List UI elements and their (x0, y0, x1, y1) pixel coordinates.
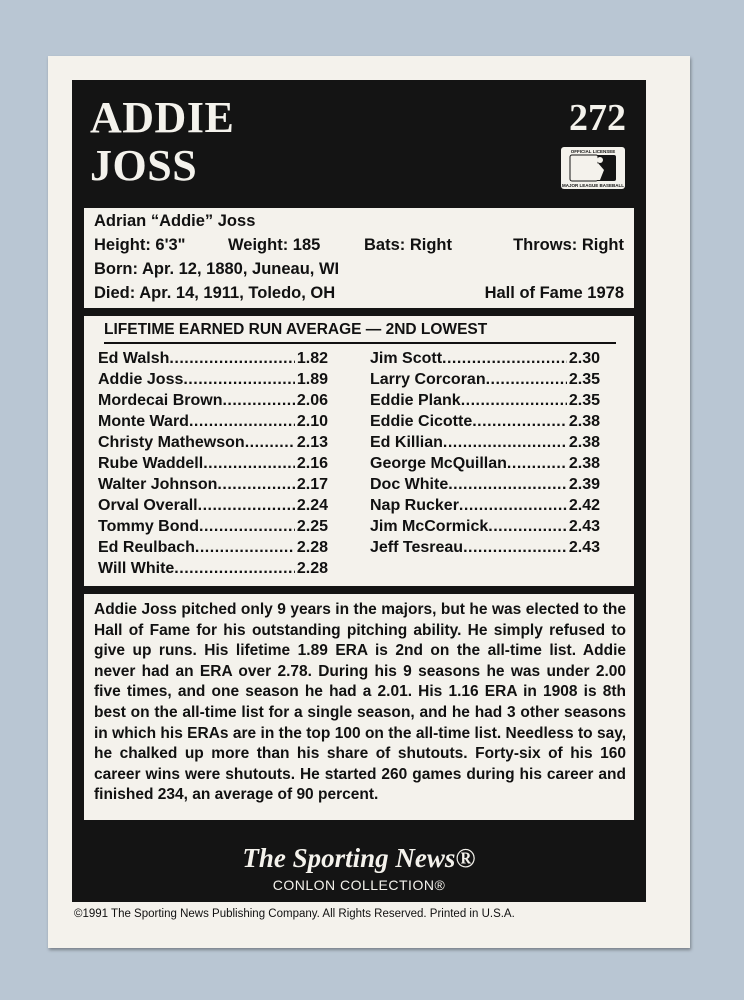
era-value: 2.43 (568, 518, 600, 535)
era-row (98, 495, 328, 516)
era-pitcher-name: Eddie Plank (370, 392, 461, 409)
era-value: 2.42 (568, 497, 600, 514)
era-pitcher-name: Nap Rucker (370, 497, 459, 514)
publisher-name: The Sporting News® (242, 843, 476, 873)
player-bats: Bats: Right (364, 236, 452, 254)
era-leader-dots (195, 537, 295, 558)
era-value: 2.25 (296, 518, 328, 535)
era-value: 2.24 (296, 497, 328, 514)
era-leader-dots (189, 411, 295, 432)
copyright-notice: ©1991 The Sporting News Publishing Company. All Rights Reserved. Printed in U.S.A. (74, 908, 515, 920)
era-row (370, 516, 600, 537)
era-value: 1.82 (296, 350, 328, 367)
era-leader-dots (222, 390, 294, 411)
era-value: 2.28 (296, 539, 328, 556)
era-pitcher-name: Walter Johnson (98, 476, 218, 493)
era-leader-dots (472, 411, 567, 432)
player-born: Born: Apr. 12, 1880, Juneau, WI (94, 260, 340, 278)
era-leader-dots (199, 516, 295, 537)
era-pitcher-name: Jim McCormick (370, 518, 489, 535)
era-value: 2.06 (296, 392, 328, 409)
era-row (98, 411, 328, 432)
logo-text-top: OFFICIAL LICENSEE (570, 149, 616, 154)
era-row (370, 432, 600, 453)
era-stats-panel (84, 316, 634, 586)
era-leader-dots (448, 474, 567, 495)
era-pitcher-name: Orval Overall (98, 497, 198, 514)
era-pitcher-name: Larry Corcoran (370, 371, 486, 388)
era-value: 2.13 (296, 434, 328, 451)
era-pitcher-name: Doc White (370, 476, 449, 493)
era-row (370, 453, 600, 474)
era-leader-dots (459, 495, 567, 516)
player-first-name: ADDIE (90, 93, 235, 142)
era-leader-dots (507, 453, 567, 474)
era-value: 2.16 (296, 455, 328, 472)
era-row (370, 474, 600, 495)
mlb-logo-icon (560, 146, 626, 190)
era-value: 2.38 (568, 434, 600, 451)
card-frame (72, 80, 646, 902)
era-row (98, 390, 328, 411)
era-list-left (98, 348, 328, 579)
era-value: 2.43 (568, 539, 600, 556)
era-list-right (370, 348, 600, 558)
era-value: 2.30 (568, 350, 600, 367)
era-row (98, 558, 328, 579)
era-row (98, 348, 328, 369)
era-pitcher-name: Monte Ward (98, 413, 189, 430)
era-pitcher-name: Tommy Bond (98, 518, 200, 535)
era-row (370, 537, 600, 558)
era-pitcher-name: Mordecai Brown (98, 392, 223, 409)
era-row (98, 516, 328, 537)
era-row (98, 474, 328, 495)
era-leader-dots (217, 474, 294, 495)
era-leader-dots (488, 516, 567, 537)
era-value: 2.38 (568, 455, 600, 472)
era-row (98, 369, 328, 390)
era-row (370, 348, 600, 369)
era-value: 2.35 (568, 371, 600, 388)
era-pitcher-name: Jim Scott (370, 350, 443, 367)
era-value: 2.35 (568, 392, 600, 409)
era-pitcher-name: Ed Killian (370, 434, 443, 451)
era-leader-dots (443, 432, 567, 453)
era-row (370, 411, 600, 432)
era-row (370, 390, 600, 411)
era-value: 2.38 (568, 413, 600, 430)
era-leader-dots (183, 369, 295, 390)
era-pitcher-name: Will White (98, 560, 175, 577)
era-pitcher-name: Rube Waddell (98, 455, 204, 472)
era-pitcher-name: Addie Joss (98, 371, 184, 388)
player-weight: Weight: 185 (228, 236, 321, 254)
era-pitcher-name: Eddie Cicotte (370, 413, 473, 430)
baseball-card-back (48, 56, 690, 948)
logo-text-bottom: MAJOR LEAGUE BASEBALL (561, 183, 625, 188)
era-pitcher-name: Ed Reulbach (98, 539, 195, 556)
collection-name: CONLON COLLECTION® (272, 877, 446, 893)
stats-title: LIFETIME EARNED RUN AVERAGE — 2ND LOWEST (104, 320, 616, 344)
player-died: Died: Apr. 14, 1911, Toledo, OH (94, 284, 336, 302)
era-leader-dots (198, 495, 295, 516)
biography-text: Addie Joss pitched only 9 years in the majors, but he was elected to the Hall of Fame for his outstanding pitching ability. He simply refused to give up runs. His lifetime 1.89 ERA is 2nd on the all-time list. Addie never had an ERA over 2.78. During his 9 seasons he was under 2.00 five times, and one season he had a 2.01. His 1.16 ERA in 1908 is 8th best on the all-time list for a single season, and he had 3 other seasons in which his ERAs are in the top 100 on the all-time list. Needless to say, he chalked up more than his share of shutouts. Forty-six of his 160 career wins were shutouts. He started 260 games during his career and finished 234, an average of 90 percent. (94, 601, 626, 804)
era-leader-dots (169, 348, 294, 369)
player-full-name: Adrian “Addie” Joss (94, 212, 256, 230)
biography-panel (84, 594, 634, 820)
player-last-name: JOSS (90, 141, 198, 190)
era-row (98, 432, 328, 453)
era-leader-dots (461, 390, 567, 411)
era-row (370, 369, 600, 390)
era-value: 2.17 (296, 476, 328, 493)
era-leader-dots (442, 348, 567, 369)
player-height: Height: 6'3" (94, 236, 186, 254)
era-row (98, 453, 328, 474)
era-value: 2.39 (568, 476, 600, 493)
era-row (370, 495, 600, 516)
era-pitcher-name: George McQuillan (370, 455, 507, 472)
hall-of-fame: Hall of Fame 1978 (484, 284, 624, 302)
era-leader-dots (463, 537, 567, 558)
era-value: 2.28 (296, 560, 328, 577)
era-leader-dots (203, 453, 295, 474)
era-leader-dots (486, 369, 567, 390)
era-pitcher-name: Jeff Tesreau (370, 539, 464, 556)
player-info-panel (84, 208, 634, 308)
era-value: 1.89 (296, 371, 328, 388)
era-leader-dots (245, 432, 295, 453)
era-row (98, 537, 328, 558)
era-leader-dots (174, 558, 295, 579)
card-number: 272 (569, 97, 626, 139)
era-pitcher-name: Christy Mathewson (98, 434, 245, 451)
era-pitcher-name: Ed Walsh (98, 350, 170, 367)
player-throws: Throws: Right (513, 236, 624, 254)
era-value: 2.10 (296, 413, 328, 430)
